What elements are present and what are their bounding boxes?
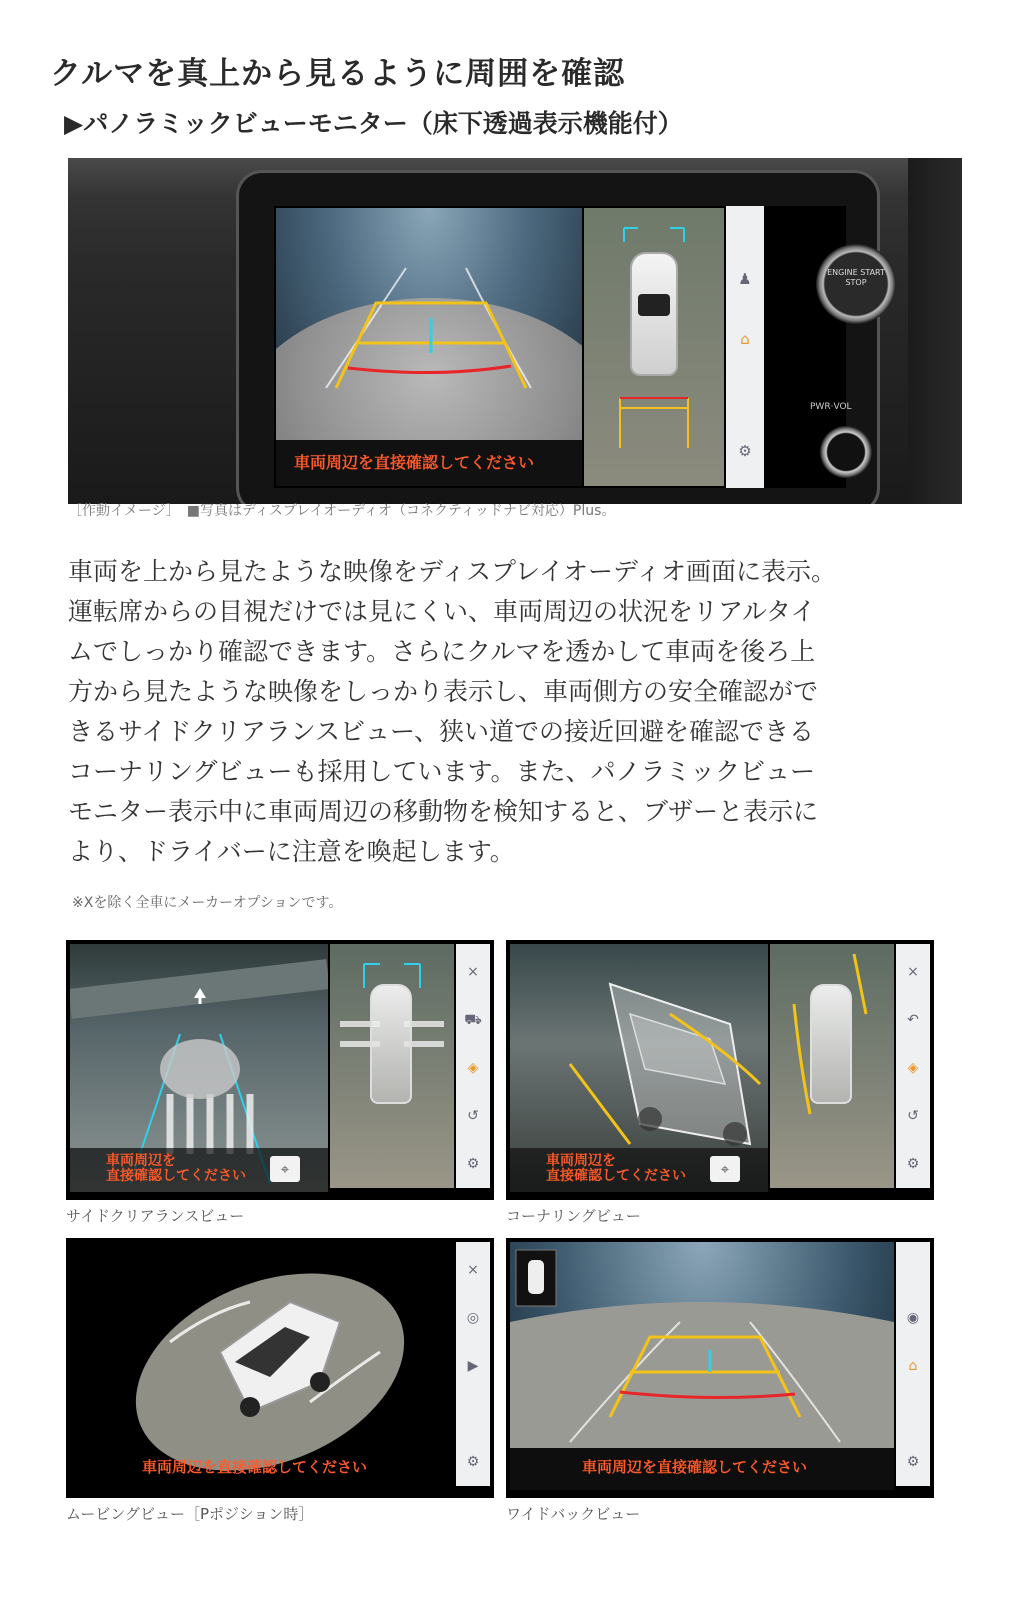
gear-icon[interactable]: ⚙ [466, 1156, 480, 1172]
cornering-view-screen [506, 940, 934, 1200]
hero-warning-text: 車両周辺を直接確認してください [294, 453, 535, 472]
view-sidebar [896, 944, 930, 1188]
section-subtitle: ▶パノラミックビューモニター（床下透過表示機能付） [64, 109, 683, 138]
top-down-view [770, 944, 894, 1188]
view-label: ムービングビュー［Pポジション時］ [66, 1505, 314, 1523]
description-line: 方から見たような映像をしっかり表示し、車両側方の安全確認がで [68, 677, 819, 706]
description-line: モニター表示中に車両周辺の移動物を検知すると、ブザーと表示に [68, 797, 819, 826]
camera-person-icon[interactable]: ◉ [906, 1310, 920, 1326]
rear-camera-view [276, 208, 582, 440]
description [68, 552, 948, 872]
view-sidebar [456, 1242, 490, 1486]
moving-camera-view [70, 1242, 454, 1490]
wide-back-view-screen [506, 1238, 934, 1498]
description-line: コーナリングビューも採用しています。また、パノラミックビュー [68, 757, 816, 786]
view-sidebar [896, 1242, 930, 1486]
location-pin-icon[interactable]: ⌖ [710, 1156, 740, 1182]
view-label: サイドクリアランスビュー [66, 1207, 245, 1225]
engine-button-label: ENGINE START STOP [827, 268, 885, 287]
rotate-view-icon[interactable]: ↺ [467, 1108, 479, 1124]
gear-icon[interactable]: ⚙ [906, 1156, 920, 1172]
description-line: より、ドライバーに注意を喚起します。 [68, 837, 515, 866]
option-note: ※Xを除く全車にメーカーオプションです。 [72, 895, 343, 911]
vehicle-icon [630, 252, 678, 376]
page-title: クルマを真上から見るように周囲を確認 [50, 56, 626, 92]
description-line: 車両を上から見たような映像をディスプレイオーディオ画面に表示。 [68, 557, 837, 586]
top-down-view [584, 208, 724, 486]
photo-caption: ［作動イメージ］ ■写真はディスプレイオーディオ（コネクティッドナビ対応）Plus。 [68, 503, 616, 519]
pwr-vol-label: PWR·VOL [810, 402, 852, 412]
view-label: ワイドバックビュー [506, 1505, 641, 1523]
view-label: コーナリングビュー [506, 1207, 641, 1225]
description-line: ムでしっかり確認できます。さらにクルマを透かして車両を後ろ上 [68, 637, 816, 666]
location-pin-icon[interactable]: ⌖ [270, 1156, 300, 1182]
rotate-view-icon[interactable]: ↺ [907, 1108, 919, 1124]
parking-guide-icon[interactable]: ⌂ [908, 1358, 918, 1374]
side-view-icon[interactable]: ⛟ [464, 1012, 482, 1028]
close-icon[interactable]: × [467, 1262, 479, 1278]
description-line: きるサイドクリアランスビュー、狭い道での接近回避を確認できる [68, 717, 815, 746]
gear-icon[interactable]: ⚙ [738, 442, 752, 460]
hero-photo [68, 158, 962, 504]
side-clearance-view-screen [66, 940, 494, 1200]
guide-lines [276, 208, 582, 440]
close-icon[interactable]: × [467, 964, 479, 980]
camera-mode-icon[interactable]: ◈ [467, 1060, 479, 1076]
description-line: 運転席からの目視だけでは見にくい、車両周辺の状況をリアルタイ [68, 597, 816, 626]
turn-view-icon[interactable]: ↶ [907, 1012, 919, 1028]
view-sidebar [456, 944, 490, 1188]
warning-text: 車両周辺を 直接確認してください [546, 1153, 686, 1184]
top-down-view [330, 944, 454, 1188]
warning-text: 車両周辺を直接確認してください [582, 1458, 808, 1476]
gear-icon[interactable]: ⚙ [906, 1454, 920, 1470]
warning-text: 車両周辺を 直接確認してください [106, 1153, 246, 1184]
dashboard-right-panel [908, 158, 962, 504]
volume-knob [820, 426, 872, 478]
close-icon[interactable]: × [907, 964, 919, 980]
camera-person-icon[interactable]: ♟ [738, 270, 752, 288]
moving-view-screen [66, 1238, 494, 1498]
vehicle-rotate-icon[interactable]: ◎ [466, 1310, 480, 1326]
gear-icon[interactable]: ⚙ [466, 1454, 480, 1470]
play-icon[interactable]: ▶ [467, 1358, 479, 1374]
parking-guide-icon[interactable]: ⌂ [740, 330, 750, 348]
vehicle-icon [810, 984, 852, 1104]
vehicle-icon [370, 984, 412, 1104]
camera-mode-icon[interactable]: ◈ [907, 1060, 919, 1076]
hero-sidebar [726, 206, 764, 488]
warning-text: 車両周辺を直接確認してください [142, 1458, 368, 1476]
